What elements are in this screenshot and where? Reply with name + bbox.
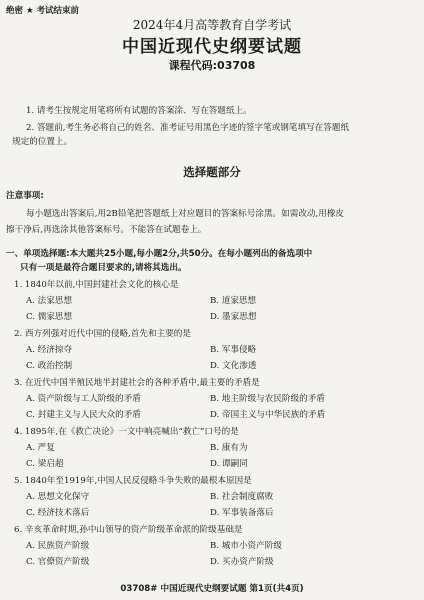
- option-a: A. 思想文化保守: [26, 492, 90, 502]
- part-one-heading: 一、单项选择题:本大题共25小题,每小题2分,共50分。在每小题列出的备选项中: [6, 249, 313, 259]
- option-a: A. 民族资产阶级: [26, 541, 90, 551]
- question-stem: 6. 辛亥革命时期,孙中山领导的资产阶级革命派的阶级基础是: [14, 525, 243, 535]
- course-code: 课程代码:03708: [168, 59, 256, 72]
- option-b: B. 军事侵略: [210, 345, 257, 355]
- section-title: 选择题部分: [183, 165, 241, 179]
- option-b: B. 康有为: [210, 443, 248, 453]
- option-a: A. 经济掠夺: [26, 345, 73, 355]
- page-footer: 03708# 中国近现代史纲要试题 第1页(共4页): [120, 584, 304, 594]
- option-a: A. 资产阶级与工人阶级的矛盾: [26, 394, 141, 404]
- option-d: D. 墨家思想: [210, 312, 257, 322]
- notes-line-2: 擦干净后,再选涂其他答案标号。不能答在试题卷上。: [6, 225, 207, 235]
- instruction-2-cont: 规定的位置上。: [12, 137, 73, 147]
- part-one-heading-cont: 只有一项是最符合题目要求的,请将其选出。: [20, 263, 187, 273]
- question-stem: 4. 1895年,在《救亡决论》一文中响亮喊出“救亡”口号的是: [14, 427, 239, 437]
- option-a: A. 法家思想: [26, 296, 73, 306]
- option-a: A. 严复: [26, 443, 55, 453]
- option-c: C. 政治控制: [26, 361, 73, 371]
- question-stem: 2. 西方列强对近代中国的侵略,首先和主要的是: [14, 329, 191, 339]
- option-d: D. 军事装备落后: [210, 508, 274, 518]
- option-b: B. 道家思想: [210, 296, 257, 306]
- instruction-1: 1. 请考生按规定用笔将所有试题的答案涂、写在答题纸上。: [26, 106, 252, 116]
- question-stem: 3. 在近代中国半殖民地半封建社会的各种矛盾中,最主要的矛盾是: [14, 378, 260, 388]
- option-c: C. 经济技术落后: [26, 508, 90, 518]
- option-d: D. 买办资产阶级: [210, 557, 274, 567]
- exam-title: 中国近现代史纲要试题: [122, 37, 302, 57]
- option-b: B. 地主阶级与农民阶级的矛盾: [210, 394, 325, 404]
- option-d: D. 帝国主义与中华民族的矛盾: [210, 410, 326, 420]
- notes-line-1: 每小题选出答案后,用2B铅笔把答题纸上对应题目的答案标号涂黑。如需改动,用橡皮: [26, 209, 345, 219]
- question-stem: 5. 1840年至1919年,中国人民反侵略斗争失败的最根本原因是: [14, 476, 252, 486]
- option-d: D. 文化渗透: [210, 361, 257, 371]
- option-c: C. 封建主义与人民大众的矛盾: [26, 410, 141, 420]
- confidential-mark: 绝密 ★ 考试结束前: [6, 6, 80, 16]
- exam-year: 2024年4月高等教育自学考试: [132, 18, 292, 32]
- option-b: B. 城市小资产阶级: [210, 541, 282, 551]
- option-c: C. 官僚资产阶级: [26, 557, 90, 567]
- notes-heading: 注意事项:: [6, 191, 44, 201]
- option-d: D. 谭嗣同: [210, 459, 248, 469]
- option-c: C. 儒家思想: [26, 312, 73, 322]
- question-stem: 1. 1840年以前,中国封建社会文化的核心是: [14, 280, 179, 290]
- option-c: C. 梁启超: [26, 459, 64, 469]
- option-b: B. 社会制度腐败: [210, 492, 274, 502]
- instruction-2: 2. 答题前,考生务必将自己的姓名、准考证号用黑色字迹的签字笔或钢笔填写在答题纸: [26, 123, 350, 133]
